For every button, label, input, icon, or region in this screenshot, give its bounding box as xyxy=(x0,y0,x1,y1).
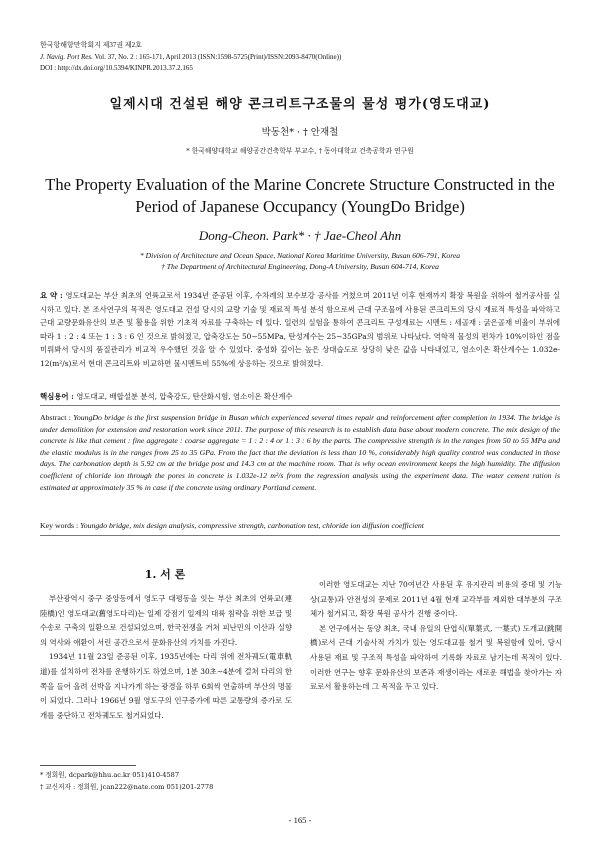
paragraph: 이러한 영도대교는 지난 70여년간 사용된 후 유지관리 비용의 증대 및 기능상(교통)과 안전성의 문제로 2011년 4월 현재 교각부를 제외한 대부분의 구조체가 철거되고, 확장 복원 공사가 진행 중이다. xyxy=(310,580,562,619)
page-number: - 165 - xyxy=(288,815,312,825)
affiliation-english-1: * Division of Architecture and Ocean Space, National Korea Maritime University, Busan 606-791, Korea xyxy=(139,251,461,260)
abstract-english-text: YoungDo bridge is the first suspension bridge in Busan which experienced several times repair and reinforcement after completion in 1934. The bridge is under demolition for extension and restoration work since 2011. The purpose of this research is to establish data base about modern concrete. The mix design of the concrete is like that cement : fine aggregate : coarse aggregate = 1 : 2 : 4 or 1 : 3 : 6 by the parts. The compressive strength is in the ranges from 50 to 55 MPa and the elastic modulus is in the ranges from 25 to 35 GPa. From the fact that the deviation is less than 10 %, considerably high quality control was conducted in those days. The carbonation depth is 5.92 cm at the bridge post and 14.3 cm at the machine room. That is why ocean environment keeps the high humidity. The diffusion coefficient of chloride ion through the pores in concrete is 1.032e-12 m²/s from the regression analysis using the experiment data. The water cement ration is estimated at approximately 35 % in case if the concrete using ordinary Portland cement. xyxy=(40,413,561,492)
paragraph: 본 연구에서는 동양 최초, 국내 유일의 단엽식(單葉式, 一葉式) 도개교(跳開橋)로서 근대 기술사적 가치가 있는 영도대교를 철거 및 복원함에 있어, 당시 사용된 재료 및 구조적 특성을 파악하여 기록화 자료로 남기는데 목적이 있다. 이러한 연구는 향후 문화유산의 보존과 재생이라는 새로운 해법을 찾아가는 자료로서 활용하는데 그 목적을 두고 있다. xyxy=(310,623,562,692)
footnotes xyxy=(40,770,213,793)
keywords-korean xyxy=(40,391,560,402)
abstract-korean-text: 영도대교는 부산 최초의 연륙교로서 1934년 준공된 이후, 수차례의 보수보강 공사를 거쳤으며 2011년 이후 현재까지 확장 복원을 위하여 철거공사를 실시하고 있다. 본 조사연구의 목적은 영도대교 건설 당시의 교량 기술 및 재료적 특성 분석 함으로써 근대 구조물에 사용된 콘크리트의 당시 재료적 특성을 파악하고 근대 교량문화유산의 보존 및 활용을 위한 기초적 자료를 구축하는 데 있다. 일련의 실험을 통하여 콘크리트 구성재료는 시멘트 : 세골재 : 굵은골재 비율이 부위에 따라 1 : 2 : 4 또는 1 : 3 : 6 인 것으로 밝혀졌고, 압축강도는 50∼55MPa, 탄성계수는 25∼35GPa의 범위로 나타났다. 역학적 물성의 편차가 10%이하인 점을 미뤄봐서 당시의 품질관리가 비교적 우수했던 것을 알 수 있었다. 중성화 깊이는 높은 상대습도로 상당히 낮은 값을 나타내었고, 염소이온 확산계수는 1.032e-12(m²/s)로서 현대 콘크리트와 비교하면 물시멘트비 55%에 상응하는 것으로 밝혀졌다. xyxy=(40,291,561,368)
doi-line[interactable]: DOI : http://dx.doi.org/10.5394/KINPR.2013.37.2.165 xyxy=(40,64,193,72)
paragraph: 부산광역시 중구 중앙동에서 영도구 대평동을 잇는 부산 최초의 연륙교(連陸橋)인 영도대교(舊영도다리)는 일제 강점기 일제의 대륙 침략을 위한 보급 및 수송로 구축의 일환으로 건설되었으며, 한국전쟁을 거쳐 피난민의 이산과 실향의 역사와 애환이 서린 공간으로서 문화유산의 가치를 가진다. xyxy=(40,594,292,647)
journal-header xyxy=(40,40,341,75)
divider xyxy=(40,405,560,406)
paragraph: 1934년 11월 23일 준공된 이후, 1935년에는 다리 위에 전차궤도(電車軌道)를 설치하여 전차를 운행하기도 하였으며, 1분 30초∼4분에 걸쳐 다리의 한쪽을 들어 올려 선박을 지나가게 하는 광경을 하루 6회씩 연출하며 부산의 명물이 되었다. 그러나 1966년 9월 영도구의 인구증가에 따른 교통량의 증가로 도개를 중단하고 전차궤도도 철거되었다. xyxy=(40,652,292,720)
keywords-korean-label: 핵심용어 : xyxy=(40,392,74,401)
keywords-english-label: Key words : xyxy=(40,521,79,530)
affiliation-english-2: † The Department of Architectural Engineering, Dong-A University, Busan 604-714, Korea xyxy=(161,262,439,271)
journal-abbrev: J. Navig. Port Res. xyxy=(40,52,93,61)
abstract-english xyxy=(40,412,560,493)
keywords-english-text: Youngdo bridge, mix design analysis, compressive strength, carbonation test, chloride ion diffusion coefficient xyxy=(80,521,424,530)
journal-citation xyxy=(40,52,341,64)
affiliation-korean: * 한국해양대학교 해양공간건축학부 부교수, † 동아대학교 건축공학과 연구원 xyxy=(186,147,414,155)
body-column-left xyxy=(40,592,292,723)
authors-korean: 박동천* · † 안재철 xyxy=(261,127,339,138)
journal-name-ko: 한국항해항만학회지 제37권 제2호 xyxy=(40,41,142,49)
affiliation-english xyxy=(0,250,600,272)
footnote-1: * 정회원, dcpark@hhu.ac.kr 051)410-4587 xyxy=(40,771,180,779)
journal-volume-info: Vol. 37, No. 2 : 165-171, April 2013 (ISSN:1598-5725(Print)/ISSN:2093-8470(Online)) xyxy=(94,52,342,61)
title-korean: 일제시대 건설된 해양 콘크리트구조물의 물성 평가(영도대교) xyxy=(109,97,491,112)
abstract-korean-label: 요 약 : xyxy=(40,291,63,300)
abstract-english-label: Abstract : xyxy=(40,413,71,422)
divider xyxy=(40,535,560,536)
body-column-right xyxy=(310,578,562,695)
footnote-divider xyxy=(40,765,136,766)
keywords-korean-text: 영도대교, 배합설분 분석, 압축강도, 탄산화시험, 염소이온 확산계수 xyxy=(76,392,293,401)
section-heading: 1. 서 론 xyxy=(144,568,186,581)
keywords-english xyxy=(40,521,560,530)
title-english: The Property Evaluation of the Marine Concrete Structure Constructed in the Period of Japanese Occupancy (YoungDo Bridge) xyxy=(45,175,555,216)
abstract-korean xyxy=(40,289,560,370)
authors-english: Dong-Cheon. Park* · † Jae-Cheol Ahn xyxy=(198,228,402,243)
footnote-2: † 교신저자 : 정회원, jcan222@nate.com 051)201-2778 xyxy=(40,782,214,791)
